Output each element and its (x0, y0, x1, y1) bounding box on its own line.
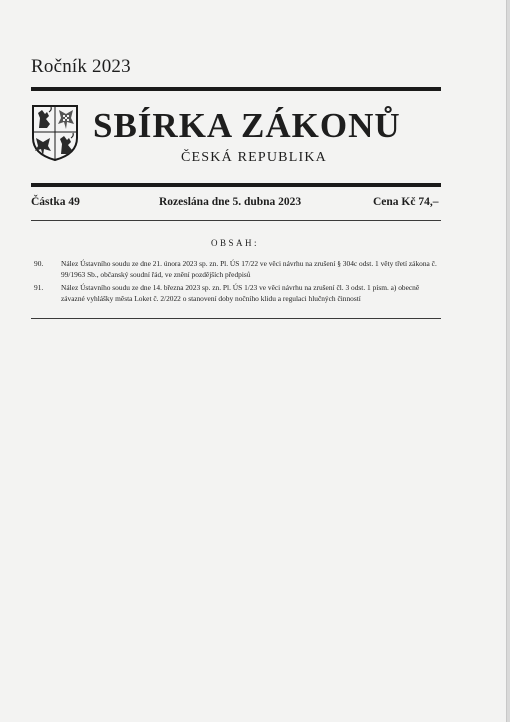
entry-number: 91. (34, 283, 44, 292)
price: Cena Kč 74,– (373, 196, 439, 208)
sent-date: Rozeslána dne 5. dubna 2023 (159, 196, 302, 208)
volume-year: Ročník 2023 (31, 56, 131, 77)
entry-text: Nález Ústavního soudu ze dne 21. února 2023 sp. zn. Pl. ÚS 17/22 ve věci návrhu na zrušení § 304c odst. 1 věty třetí zákona č. 99/1963 Sb., občanský soudní řád, ve znění pozdějších předpisů (61, 259, 437, 279)
entry-text: Nález Ústavního soudu ze dne 14. března 2023 sp. zn. Pl. ÚS 1/23 ve věci návrhu na zrušení čl. 3 odst. 1 písm. a) obecně závazné vyhlášky města Loket č. 2/2022 o stanovení doby nočního klidu a regulaci hlučných činností (61, 283, 420, 303)
contents-bottom-rule (31, 318, 441, 319)
contents-entry (34, 283, 444, 304)
contents-heading: OBSAH: (210, 238, 259, 248)
part-number: Částka 49 (31, 196, 80, 208)
top-rule (31, 87, 441, 91)
contents-entry (34, 259, 444, 280)
czech-coat-of-arms-icon (31, 104, 79, 162)
meta-rule (31, 220, 441, 221)
gazette-title: SBÍRKA ZÁKONŮ (93, 106, 401, 145)
entry-number: 90. (34, 259, 44, 268)
gazette-subtitle: ČESKÁ REPUBLIKA (181, 150, 327, 165)
middle-rule (31, 183, 441, 187)
